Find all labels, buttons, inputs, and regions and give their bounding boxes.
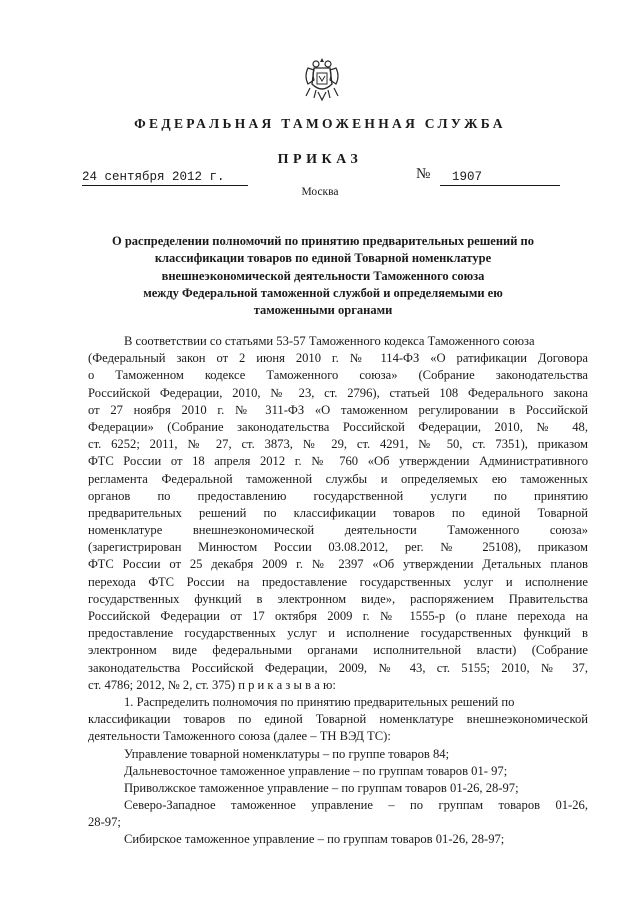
body-line: предоставление государственных услуг и исполнение государственных функций в — [88, 626, 588, 641]
city: Москва — [301, 186, 339, 198]
body-line: 28-97; — [88, 815, 121, 830]
body-line: ФТС России от 18 апреля 2012 г. № 760 «Об утверждении Административного — [88, 454, 588, 469]
body-line: Российской Федерации от 17 октября 2009 г. № 1555-р (о плане перехода на — [88, 609, 588, 623]
order-title: ПРИКАЗ — [277, 152, 363, 167]
body-line: ст. 4786; 2012, № 2, ст. 375) п р и к а з ы в а ю: — [88, 677, 336, 692]
body-line: ФТС России от 25 декабря 2009 г. № 2397 «Об утверждении Детальных планов — [88, 557, 588, 572]
heading-line: О распределении полномочий по принятию предварительных решений по — [111, 234, 535, 248]
body-line: Российской Федерации, 2010, № 23, ст. 2796), статьей 108 Федерального закона — [88, 385, 588, 400]
body-line: органов по предоставлению государственной услуги по принятию — [88, 488, 588, 503]
heading-line: внешнеэкономической деятельности Таможенного союза — [161, 268, 485, 283]
body-line: Федерации» (Собрание законодательства Российской Федерации, 2010, № 48, — [88, 419, 588, 434]
body-line: регламента Федеральной таможенной службы и определяемых ею таможенных — [88, 471, 588, 486]
order-body — [88, 333, 588, 849]
body-line: Дальневосточное таможенное управление – по группам товаров 01- 97; — [124, 763, 508, 778]
coat-of-arms-icon — [302, 54, 342, 102]
order-date: 24 сентября 2012 г. — [82, 170, 248, 186]
body-line: Приволжское таможенное управление – по группам товаров 01-26, 28-97; — [124, 780, 519, 795]
body-line: Управление товарной номенклатуры – по группе товаров 84; — [124, 746, 450, 761]
body-line: 1. Распределить полномочия по принятию предварительных решений по — [124, 694, 515, 709]
body-line: Северо-Западное таможенное управление – по группам товаров 01-26, — [124, 798, 588, 813]
body-line: (зарегистрирован Минюстом России 03.08.2012, рег. № 25108), приказом — [88, 540, 588, 555]
body-line: классификации товаров по единой Товарной номенклатуре внешнеэкономической — [88, 712, 588, 727]
order-heading — [80, 233, 566, 319]
body-line: государственных функций в электронном виде», распоряжением Правительства — [88, 591, 588, 606]
heading-line: между Федеральной таможенной службой и определяемыми ею — [143, 285, 503, 300]
body-line: перехода ФТС России на предоставление государственных услуг и исполнение — [88, 574, 588, 589]
body-line: (Федеральный закон от 2 июня 2010 г. № 114-ФЗ «О ратификации Договора — [88, 351, 588, 366]
order-number-sign: № — [416, 166, 431, 182]
body-line: Сибирское таможенное управление – по группам товаров 01-26, 28-97; — [124, 832, 505, 847]
body-line: номенклатуре внешнеэкономической деятельности Таможенного союза» — [88, 523, 588, 538]
body-line: В соответствии со статьями 53-57 Таможенного кодекса Таможенного союза — [124, 334, 535, 348]
body-line: деятельности Таможенного союза (далее – ТН ВЭД ТС): — [88, 729, 391, 744]
body-line: от 27 ноября 2010 г. № 311-ФЗ «О таможенном регулировании в Российской — [88, 402, 588, 417]
body-line: о Таможенном кодексе Таможенного союза» (Собрание законодательства — [88, 368, 588, 383]
body-line: электронном виде федеральными органами исполнительной власти) (Собрание — [88, 643, 588, 658]
body-line: законодательства Российской Федерации, 2009, № 43, ст. 5155; 2010, № 37, — [88, 660, 588, 675]
agency-name: ФЕДЕРАЛЬНАЯ ТАМОЖЕННАЯ СЛУЖБА — [134, 116, 506, 131]
heading-line: классификации товаров по единой Товарной номенклатуре — [154, 251, 492, 266]
order-number: 1907 — [440, 170, 560, 186]
body-line: ст. 6252; 2011, № 27, ст. 3873, № 29, ст. 4291, № 50, ст. 7351), приказом — [88, 437, 588, 452]
heading-line: таможенными органами — [253, 303, 393, 318]
body-line: предварительных решений по классификации товаров по единой Товарной — [88, 505, 588, 520]
